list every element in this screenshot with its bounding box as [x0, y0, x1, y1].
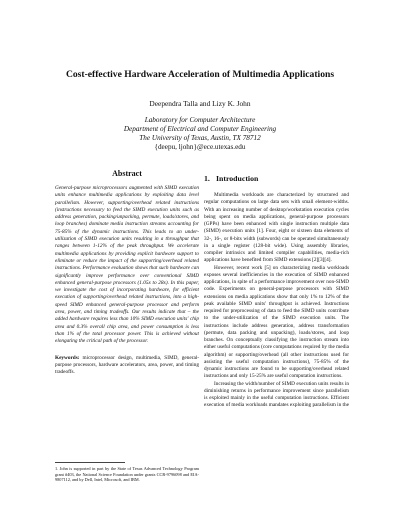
intro-paragraph-2: However, recent work [5] on characterizing media workloads exposes several inefficiencies in the execution of SIMD enhanced applications, in spite of a performance improvement over non-SIMD code. Experiments on general-purpose processors with SIMD extensions on media applications show that only 1% to 12% of the peak available SIMD units' throughput is achieved. Instructions required for preprocessing of data to feed the SIMD units contribute to the under-utilization of the SIMD execution units. The instructions include address generation, address transformation (permute, data packing and unpacking), loads/stores, and loop branches. On conceptually classifying the instruction stream into either useful computations (core computations required by the media algorithm) or supporting/overhead (all other instructions used for assisting the useful computation instructions), 75-85% of the dynamic instructions are found to be supporting/overhead related instructions and only 15-25% are useful computation instructions.: [204, 264, 349, 380]
abstract-heading: Abstract: [112, 169, 142, 178]
intro-paragraph-1: Multimedia workloads are characterized by structured and regular computations on large data sets with small element-widths. With an increasing number of desktop/workstation execution cycles being spent on media applications, general-purpose processors (GPPs) have been enhanced with single instruction multiple data (SIMD) execution units [1]. Four, eight or sixteen data elements of 32-, 16-, or 8-bits width (subwords) can be operated simultaneously in a single register (128-bit wide). Using assembly libraries, compiler intrinsics and limited compiler capabilities, media-rich applications have benefited from SIMD extensions [2][3][4].: [204, 192, 349, 264]
section-heading: [204, 174, 349, 184]
abstract-text: General-purpose microprocessors augmented with SIMD execution units enhance multimedia applications by exploiting data level parallelism. However, supporting/overhead related instructions (instructions necessary to feed the SIMD execution units such as address generation, packing/unpacking, permute, loads/stores, and loop branches) dominate media instruction streams accounting for 75-85% of the dynamic instructions. This leads to an under-utilization of SIMD execution units resulting in a throughput that ranges between 1-12% of the peak throughput. We accelerate multimedia applications by providing explicit hardware support to eliminate or reduce the impact of the supporting/overhead related instructions. Performance evaluation shows that such hardware can significantly improve performance over conventional SIMD enhanced general-purpose processors (1.05x to 28x). In this paper, we investigate the cost of incorporating hardware, for efficient execution of supporting/overhead related instructions, into a high-speed SIMD enhanced general-purpose processor and perform area, power, and timing tradeoffs. Our results indicate that – the added hardware requires less than 10% SIMD execution units' chip area and 0.3% overall chip area, and power consumption is less than 1% of the total processor power. This is achieved without elongating the critical path of the processor.: [55, 185, 199, 345]
affiliation-lab: Laboratory for Computer Architecture: [144, 116, 256, 124]
right-column: [204, 169, 349, 410]
keywords: [55, 355, 199, 377]
keywords-label: Keywords:: [55, 354, 80, 361]
section-number: 1.: [204, 174, 210, 183]
paper-title: Cost-effective Hardware Acceleration of Multimedia Applications: [65, 69, 335, 80]
left-column: [55, 169, 199, 376]
footnote: 1. John is supported in part by the State of Texas Advanced Technology Program grant #403, the National Science Foundation under grants CCR-9796098 and EIA-9807112, and by Dell, Intel, Microsoft, and IBM.: [55, 466, 199, 483]
author-email: {deepu, ljohn}@ece.utexas.edu: [154, 143, 246, 152]
intro-paragraph-3: Increasing the width/number of SIMD execution units results in diminishing returns in performance improvement since parallelism is exploited mainly in the useful computation instructions. Efficient execution of media workloads mandates exploiting parallelism in the: [204, 380, 349, 409]
section-title: Introduction: [216, 174, 259, 183]
affiliation-block: [0, 116, 400, 152]
paper-authors: Deependra Talla and Lizy K. John: [149, 99, 251, 108]
affiliation-university: The University of Texas, Austin, TX 78712: [139, 134, 261, 143]
keywords-text: microprocessor design, multimedia, SIMD, general-purpose processors, hardware accelerators, area, power, and timing tradeoffs.: [55, 354, 199, 376]
footnote-rule: [55, 462, 125, 463]
affiliation-department: Department of Electrical and Computer Engineering: [123, 125, 277, 134]
